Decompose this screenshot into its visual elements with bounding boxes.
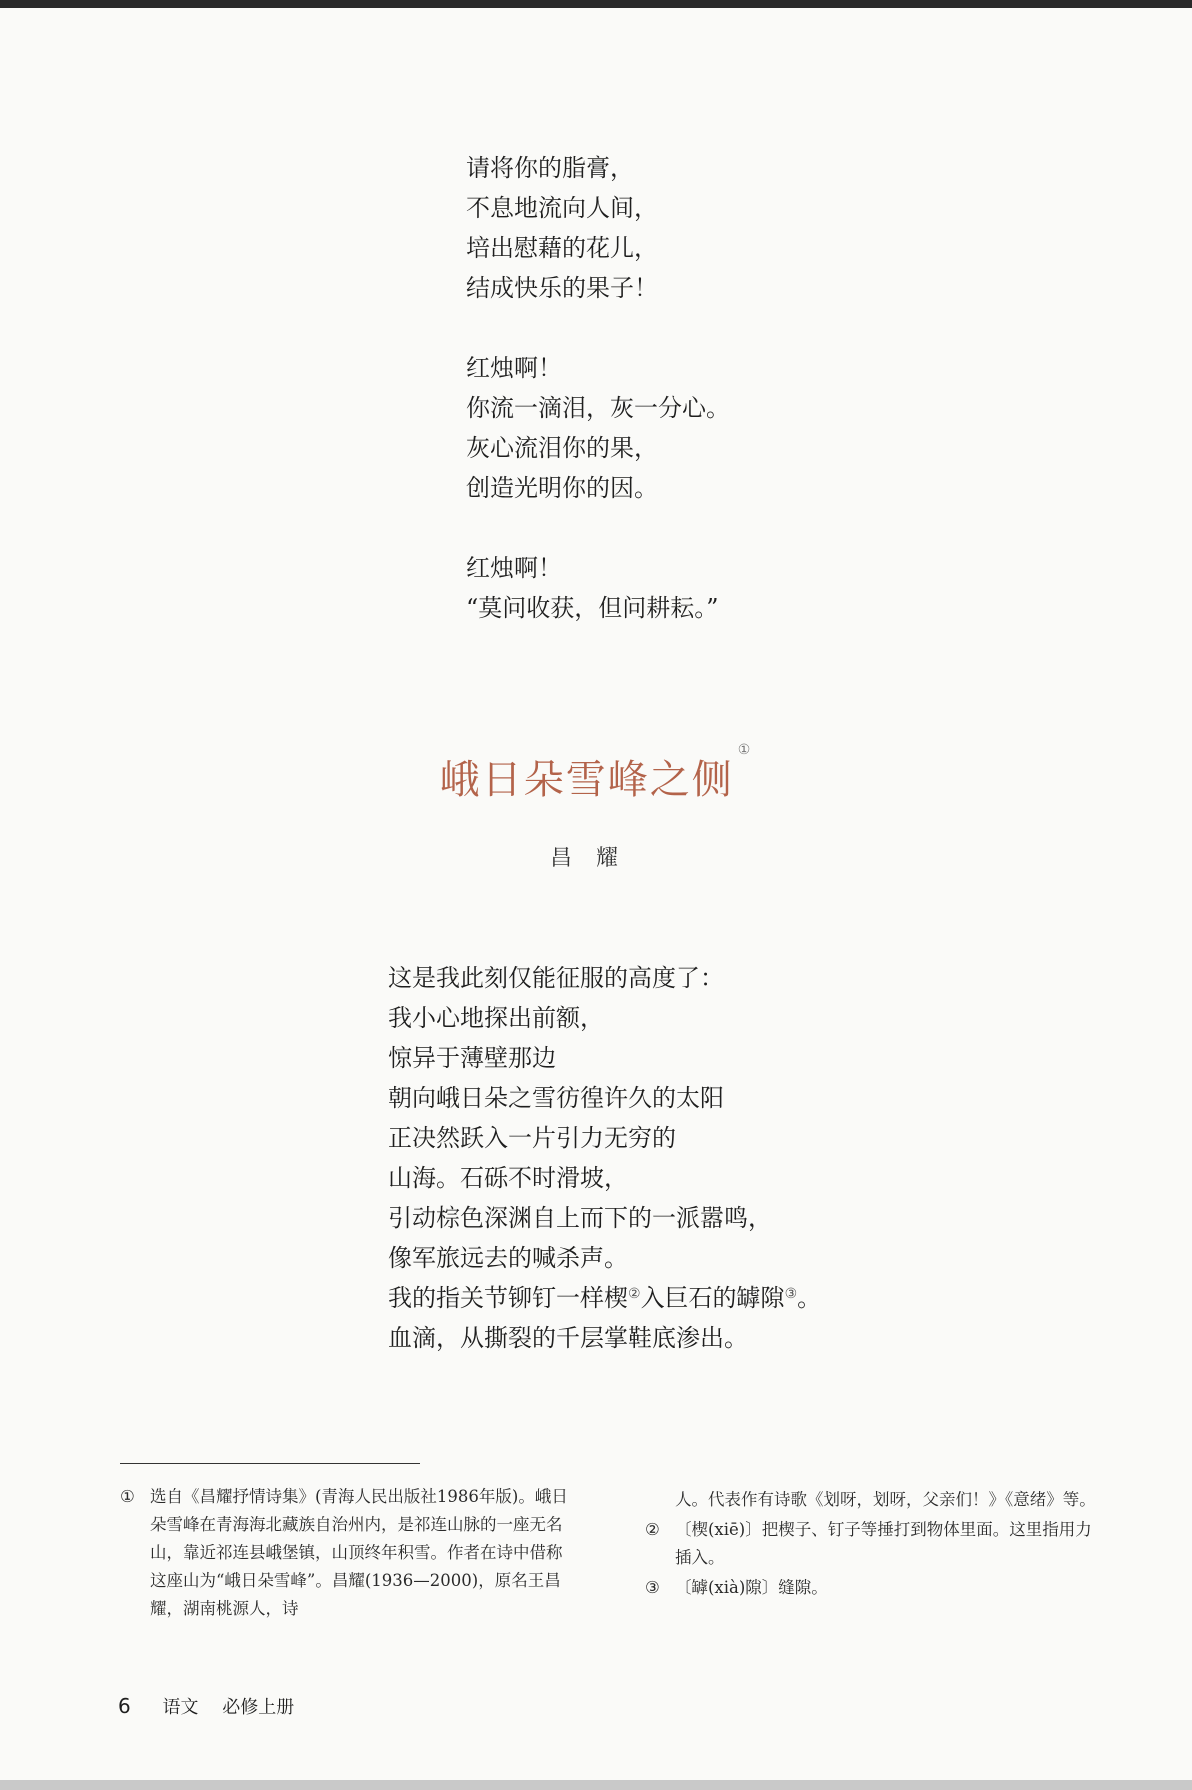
poem-line: 灰心流泪你的果， bbox=[466, 434, 658, 462]
poem-excerpt-red-candle bbox=[466, 148, 730, 668]
poem-line: 你流一滴泪，灰一分心。 bbox=[466, 394, 730, 422]
poem-line: 朝向峨日朵之雪彷徨许久的太阳 bbox=[388, 1084, 724, 1112]
book-subject: 语文 bbox=[162, 1697, 199, 1718]
scan-top-edge bbox=[0, 0, 1192, 8]
footnote-text: 〔楔(xiē)〕把楔子、钉子等捶打到物体里面。这里指用力插入。 bbox=[675, 1520, 1092, 1567]
poem-line: 不息地流向人间， bbox=[466, 194, 658, 222]
poem-title bbox=[0, 742, 1192, 805]
poem-line: 请将你的脂膏， bbox=[466, 154, 634, 182]
poem-line: 山海。石砾不时滑坡， bbox=[388, 1164, 628, 1192]
poem-line-part: 。 bbox=[797, 1284, 822, 1312]
poem-line: 引动棕色深渊自上而下的一派嚣鸣， bbox=[388, 1204, 772, 1232]
footnote-text: 选自《昌耀抒情诗集》(青海人民出版社1986年版)。峨日朵雪峰在青海海北藏族自治州内，是祁连山脉的一座无名山，靠近祁连县峨堡镇，山顶终年积雪。作者在诗中借称这座山为“峨日朵雪峰”。昌耀(1936—2000)，原名王昌耀，湖南桃源人，诗 bbox=[150, 1487, 568, 1618]
footnote-ref-1: ① bbox=[737, 742, 753, 758]
footnote-divider bbox=[120, 1463, 420, 1464]
poem-line: “莫问收获，但问耕耘。” bbox=[466, 594, 719, 622]
footnote-text: 〔罅(xià)隙〕缝隙。 bbox=[675, 1578, 828, 1597]
page-footer bbox=[118, 1693, 294, 1719]
stanza bbox=[466, 148, 730, 308]
footnote-ref-3: ③ bbox=[784, 1286, 798, 1302]
poem-line: 这是我此刻仅能征服的高度了： bbox=[388, 964, 724, 992]
scan-bottom-edge bbox=[0, 1780, 1192, 1790]
footnotes-left-column bbox=[120, 1483, 570, 1625]
poem-line: 红烛啊！ bbox=[466, 554, 562, 582]
poem-line: 培出慰藉的花儿， bbox=[466, 234, 658, 262]
poem-line: 结成快乐的果子！ bbox=[466, 274, 658, 302]
poem-body bbox=[388, 958, 821, 1358]
stanza bbox=[466, 348, 730, 508]
footnote-number: ② bbox=[645, 1520, 660, 1539]
page-number: 6 bbox=[118, 1694, 131, 1718]
footnotes-right-column bbox=[645, 1486, 1105, 1604]
poem-line: 正决然跃入一片引力无穷的 bbox=[388, 1124, 676, 1152]
poem-line: 惊异于薄壁那边 bbox=[388, 1044, 556, 1072]
poem-line: 红烛啊！ bbox=[466, 354, 562, 382]
stanza bbox=[466, 548, 730, 628]
book-volume: 必修上册 bbox=[222, 1697, 295, 1718]
poem-line: 像军旅远去的喊杀声。 bbox=[388, 1244, 628, 1272]
footnote-text: 人。代表作有诗歌《划呀，划呀，父亲们！》《意绪》等。 bbox=[675, 1490, 1096, 1509]
footnote-number: ③ bbox=[645, 1578, 660, 1597]
footnote-3 bbox=[645, 1574, 1105, 1602]
poem-line-part: 我的指关节铆钉一样楔 bbox=[388, 1284, 628, 1312]
poem-line: 血滴，从撕裂的千层掌鞋底渗出。 bbox=[388, 1324, 748, 1352]
poem-line: 我小心地探出前额， bbox=[388, 1004, 604, 1032]
poem-line: 创造光明你的因。 bbox=[466, 474, 658, 502]
textbook-page bbox=[0, 8, 1192, 1780]
poem-line-with-notes bbox=[388, 1278, 821, 1318]
poem-author: 昌耀 bbox=[549, 846, 642, 871]
footnote-number: ① bbox=[120, 1487, 135, 1506]
footnote-1-continued bbox=[645, 1486, 1105, 1514]
footnote-1 bbox=[120, 1483, 570, 1623]
poem-title-text: 峨日朵雪峰之侧 bbox=[439, 757, 734, 803]
footnote-2 bbox=[645, 1516, 1105, 1572]
footnote-ref-2: ② bbox=[628, 1286, 641, 1302]
poem-line-part: 入巨石的罅隙 bbox=[640, 1284, 785, 1312]
